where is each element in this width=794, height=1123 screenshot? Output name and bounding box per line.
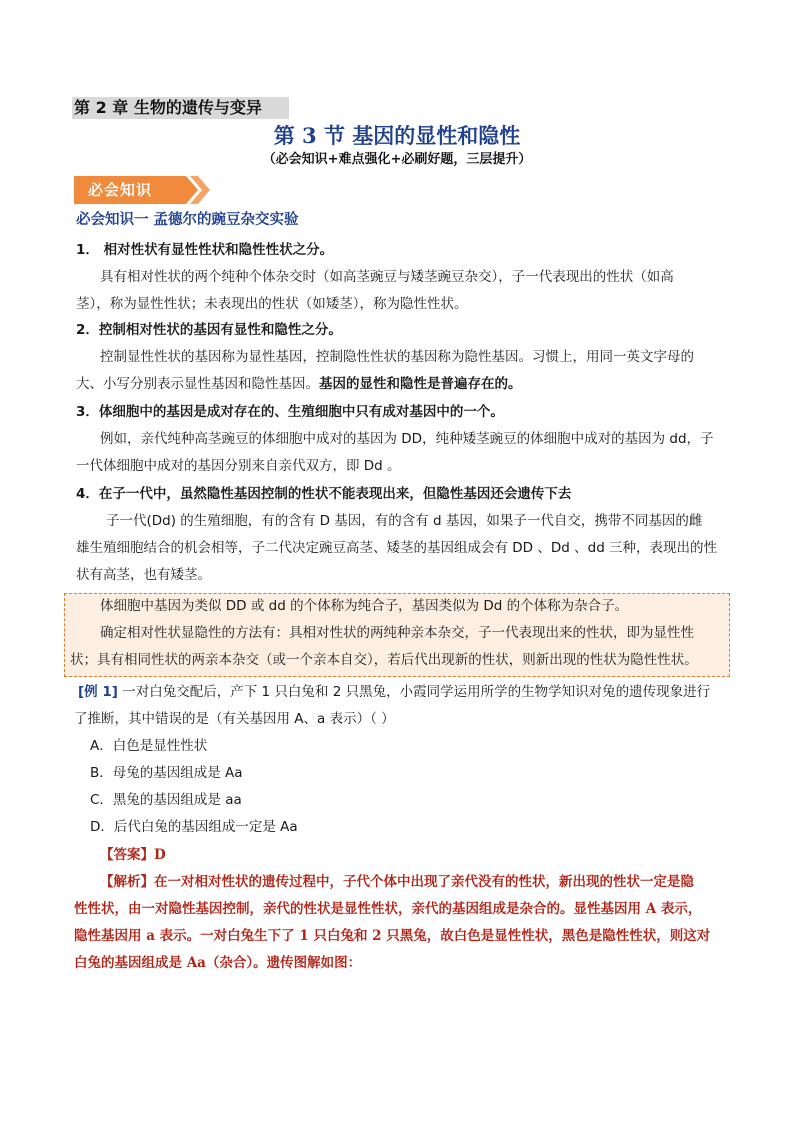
option-a: A．白色是显性性状 (90, 738, 208, 754)
option-d: D．后代白兔的基因组成一定是 Aa (90, 819, 298, 835)
note-line-3: 状；具有相同性状的两亲本杂交（或一个亲本自交），若后代出现新的性状，则新出现的性状为隐性性状。 (70, 652, 698, 668)
point-2-line-1: 控制显性性状的基因称为显性基因，控制隐性性状的基因称为隐性基因。习惯上，用同一英文字母的 (100, 349, 694, 365)
point-1-line-2: 茎），称为显性性状；未表现出的性状（如矮茎），称为隐性性状。 (76, 296, 468, 312)
point-2-title: 2．控制相对性状的基因有显性和隐性之分。 (76, 322, 342, 338)
example-stem-text: 一对白兔交配后，产下 1 只白兔和 2 只黑兔，小霞同学运用所学的生物学知识对兔的遗传现象进行 (117, 684, 711, 700)
chapter-heading: 第 2 章 生物的遗传与变异 (72, 97, 289, 119)
point-4-line-3: 状有高茎，也有矮茎。 (76, 567, 211, 583)
analysis-text-1: 在一对相对性状的遗传过程中，子代个体中出现了亲代没有的性状，新出现的性状一定是隐 (154, 874, 694, 890)
analysis-label: 【解析】 (100, 874, 154, 890)
answer-label: 【答案】 (100, 847, 154, 863)
analysis-line-2: 性性状，由一对隐性基因控制，亲代的性状是显性性状，亲代的基因组成是杂合的。显性基因用 A 表示， (74, 901, 702, 917)
page-title: 第 3 节 基因的显性和隐性 (273, 123, 521, 148)
point-3-title: 3．体细胞中的基因是成对存在的、生殖细胞中只有成对基因中的一个。 (76, 404, 504, 420)
answer-line (100, 845, 166, 865)
point-4-line-2: 雄生殖细胞结合的机会相等，子二代决定豌豆高茎、矮茎的基因组成会有 DD 、Dd 、dd 三种，表现出的性 (76, 540, 718, 556)
point-2-line-2a: 大、小写分别表示显性基因和隐性基因。 (76, 376, 319, 392)
banner-label: 必会知识 (88, 181, 153, 199)
analysis-line-3: 隐性基因用 a 表示。一对白兔生下了 1 只白兔和 2 只黑兔，故白色是显性性状，黑色是隐性性状，则这对 (74, 928, 711, 944)
analysis-line-4: 白兔的基因组成是 Aa（杂合）。遗传图解如图： (74, 955, 362, 971)
point-3-line-1: 例如，亲代纯种高茎豌豆的体细胞中成对的基因为 DD，纯种矮茎豌豆的体细胞中成对的基因为 dd，子 (100, 431, 714, 447)
point-3-line-2: 一代体细胞中成对的基因分别来自亲代双方，即 Dd 。 (76, 458, 401, 474)
point-2-line-2b: 基因的显性和隐性是普遍存在的。 (319, 376, 522, 392)
point-1-title: 1． 相对性状有显性性状和隐性性状之分。 (76, 242, 334, 258)
example-tag: [例 1] (78, 684, 118, 700)
option-c: C．黑兔的基因组成是 aa (90, 792, 242, 808)
point-2-line-2 (76, 374, 522, 394)
analysis-line-1 (100, 872, 694, 892)
answer-value: D (154, 847, 166, 863)
example-stem-line-1 (78, 682, 710, 702)
option-b: B．母兔的基因组成是 Aa (90, 765, 243, 781)
section-banner (74, 176, 214, 204)
section-heading: 必会知识一 孟德尔的豌豆杂交实验 (76, 211, 299, 228)
point-4-line-1: 子一代(Dd) 的生殖细胞，有的含有 D 基因，有的含有 d 基因，如果子一代自交，携带不同基因的雌 (106, 513, 703, 529)
point-1-line-1: 具有相对性状的两个纯种个体杂交时（如高茎豌豆与矮茎豌豆杂交），子一代表现出的性状（如高 (100, 269, 674, 285)
example-stem-line-2: 了推断，其中错误的是（有关基因用 A、a 表示）（ ） (74, 711, 395, 727)
note-line-2: 确定相对性状显隐性的方法有：具相对性状的两纯种亲本杂交，子一代表现出来的性状，即为显性性 (100, 625, 694, 641)
note-line-1: 体细胞中基因为类似 DD 或 dd 的个体称为纯合子，基因类似为 Dd 的个体称为杂合子。 (100, 598, 629, 614)
page-subtitle: （必会知识+难点强化+必刷好题，三层提升） (262, 152, 532, 167)
point-4-title: 4．在子一代中，虽然隐性基因控制的性状不能表现出来，但隐性基因还会遗传下去 (76, 486, 572, 502)
